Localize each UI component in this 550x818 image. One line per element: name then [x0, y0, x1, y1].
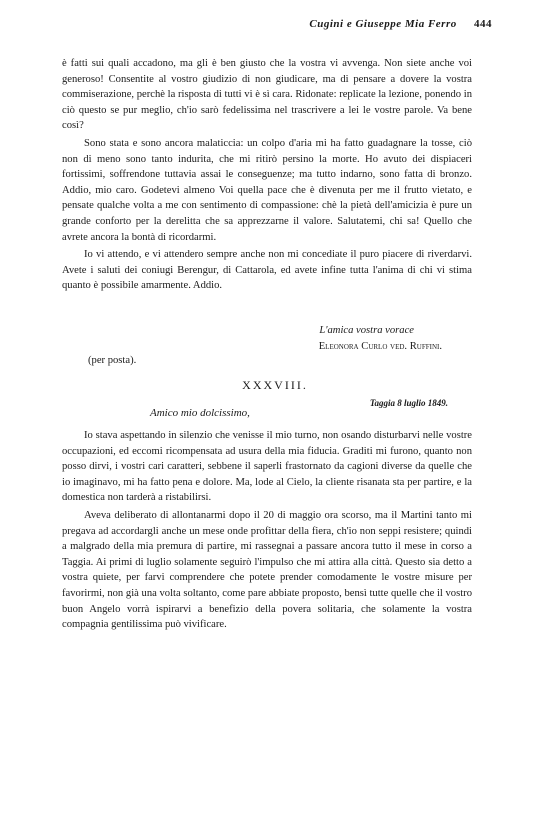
running-head: [309, 18, 492, 30]
letter-number: XXXVIII.: [242, 378, 308, 392]
letter-b-body: [62, 428, 472, 633]
letter-b-paragraph-1: Io stava aspettando in silenzio che venisse il mio turno, non osando disturbarvi nelle vostre occupazioni, ed eccomi ricompensata ad usura della mia fiducia. Graditi mi furono, quanto non posso dirvi, i vostri cari caratteri, sebbene il saperli frastornato da cagioni diverse da quelle che io imaginavo, mi ha fatto pena e dolore. Ma, lode al Cielo, la cliente risanata sta per partire, e la domestica non tarderà a ristabilirsi.: [62, 430, 472, 504]
letter-a-paragraph-3: Io vi attendo, e vi attendero sempre anche non mi concediate il puro piacere di riverdarvi. Avete i saluti dei coniugi Berengur, di Cattarola, ed avete infine tutta l'anima di chi vi stima quanto è possibile amarmente. Addio.: [62, 249, 472, 292]
letter-b-paragraph-2: Aveva deliberato di allontanarmi dopo il 20 di maggio ora scorso, ma il Martini tanto mi pregava ad accordargli anche un mese onde profittar della fiera, ch'io non seppi resistere; quindi a malgrado della mia premura di partire, mi rassegnai a passare ancora tutto il mese in corso a Taggia. Ai primi di luglio solamente seguirò l'impulso che mi attira alla città. Questo sia detto a vostra quiete, per farvi comprendere che potete prender comodamente le vostre misure per favorirmi, non già una volta soltanto, come pare abbiate proposto, bensì tutte quelle che il vostro buon Angelo vorrà ispirarvi a benefizio della povera solitaria, che solamente la vostra compagnia gentilissima può vivificare.: [62, 509, 472, 631]
letter-b-dateline: Taggia 8 luglio 1849.: [369, 398, 448, 408]
running-title: Cugini e Giuseppe Mia Ferro: [309, 18, 457, 30]
letter-a-signer: Eleonora Curlo ved. Ruffini.: [318, 341, 442, 352]
page-number: 444: [474, 18, 492, 30]
letter-a-paragraph-1: è fatti sui quali accadono, ma gli è ben giusto che la vostra vi avvenga. Non siete anche voi generoso! Consentite al vostro giudizio di non giudicare, ma di pensare a dovere la vostra commiserazione, perchè la risposta di tutti vi è sì cara. Ridonate: replicate la lezione, ponendo in ciò questo se pur meglio, ch'io sarò fedelissima nel trascrivere a lei le vostre parole. Va bene così?: [62, 58, 472, 132]
letter-a-closing: L'amica vostra vorace: [319, 325, 414, 336]
letter-a-body: [62, 56, 472, 294]
letter-b-salutation: Amico mio dolcissimo,: [150, 407, 250, 419]
letter-a-note: (per posta).: [88, 355, 137, 366]
letter-a-paragraph-2: Sono stata e sono ancora malaticcia: un colpo d'aria mi ha fatto guadagnare la tosse, ciò non di meno sono tanto indurita, che mi ritirò persino la morte. Ho avuto dei dispiaceri fortissimi, soffrendone tuttavia assai le conseguenze; ma tutto indarno, sono fatta di bronzo. Addio, mio caro. Godetevi almeno Voi quella pace che è divenuta per me il frutto vietato, e pensate qualche volta a me con sentimento di compassione: chè la pietà dell'amicizia è pure un grande conforto per la derelitta che sa apprezzarne il valore. Salutatemi, chi sa! Quello che avrete ancora la bontà di ricordarmi.: [62, 137, 472, 243]
